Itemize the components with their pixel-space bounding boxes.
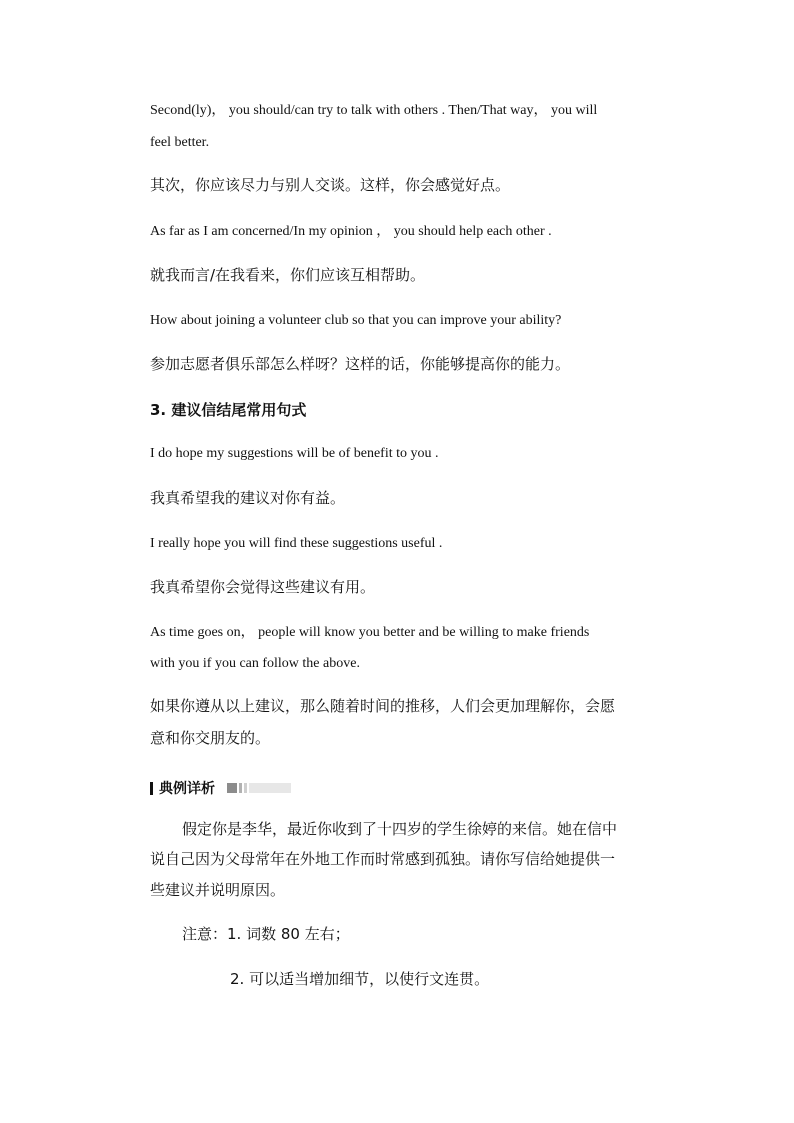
example-prompt-line: 假定你是李华，最近你收到了十四岁的学生徐婷的来信。她在信中 — [182, 820, 618, 838]
english-sentence: I really hope you will find these suggestions useful . — [150, 536, 443, 551]
note-item-1: 注意：1. 词数 80 左右； — [182, 925, 350, 943]
chinese-translation-continuation: 意和你交朋友的。 — [150, 729, 271, 747]
chinese-translation: 就我而言/在我看来，你们应该互相帮助。 — [150, 266, 426, 284]
chinese-translation: 其次，你应该尽力与别人交谈。这样，你会感觉好点。 — [150, 176, 511, 194]
chinese-translation: 参加志愿者俱乐部怎么样呀？这样的话，你能够提高你的能力。 — [150, 355, 571, 373]
chinese-translation: 如果你遵从以上建议，那么随着时间的推移，人们会更加理解你，会愿 — [150, 697, 616, 715]
english-sentence: As far as I am concerned/In my opinion ， you should help each other . — [150, 224, 552, 239]
section-title: 典例详析 — [159, 781, 215, 797]
chinese-translation: 我真希望你会觉得这些建议有用。 — [150, 578, 376, 596]
english-sentence-continuation: with you if you can follow the above. — [150, 656, 360, 671]
section-marker-bar — [150, 782, 153, 795]
english-sentence: How about joining a volunteer club so that you can improve your ability? — [150, 313, 562, 328]
subsection-heading: 3. 建议信结尾常用句式 — [150, 401, 307, 419]
chinese-translation: 我真希望我的建议对你有益。 — [150, 489, 346, 507]
note-item-2: 2. 可以适当增加细节，以使行文连贯。 — [230, 970, 490, 988]
example-prompt-line: 些建议并说明原因。 — [150, 881, 286, 899]
english-sentence: I do hope my suggestions will be of benefit to you . — [150, 446, 439, 461]
decorative-gray-bars — [227, 783, 291, 793]
english-sentence: Second(ly)， you should/can try to talk with others . Then/That way， you will — [150, 103, 598, 118]
english-sentence-continuation: feel better. — [150, 135, 210, 150]
english-sentence: As time goes on， people will know you better and be willing to make friends — [150, 625, 590, 640]
example-prompt-line: 说自己因为父母常年在外地工作而时常感到孤独。请你写信给她提供一 — [150, 850, 616, 868]
example-section-header — [150, 779, 291, 797]
